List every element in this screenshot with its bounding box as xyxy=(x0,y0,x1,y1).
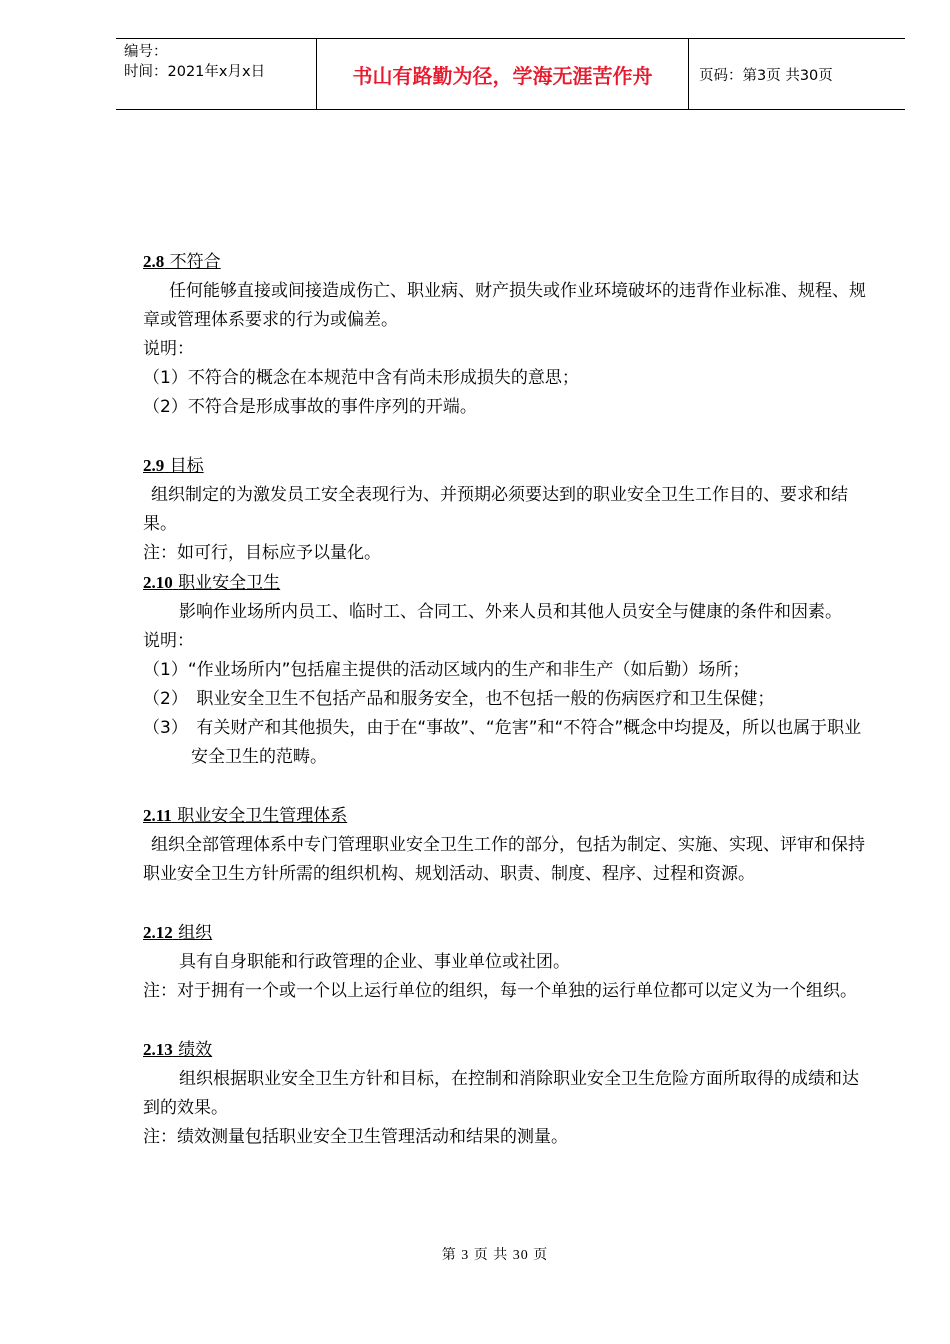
section-heading: 2.8 不符合 xyxy=(143,252,221,272)
section-definition: 组织全部管理体系中专门管理职业安全卫生工作的部分，包括为制定、实施、实现、评审和保持职业安全卫生方针所需的组织机构、规划活动、职责、制度、程序、过程和资源。 xyxy=(143,835,865,884)
serial-label: 编号： xyxy=(124,44,168,60)
section-heading: 2.11 职业安全卫生管理体系 xyxy=(143,806,348,826)
section-note: 注：绩效测量包括职业安全卫生管理活动和结果的测量。 xyxy=(143,1127,568,1147)
list-item: （2）不符合是形成事故的事件序列的开端。 xyxy=(143,397,477,417)
document-body xyxy=(143,247,873,1152)
list-item: （2） 职业安全卫生不包括产品和服务安全，也不包括一般的伤病医疗和卫生保健； xyxy=(143,689,775,709)
page-footer: 第 3 页 共 30 页 xyxy=(441,1248,549,1263)
header-meta xyxy=(116,39,316,109)
header-motto: 书山有路勤为径，学海无涯苦作舟 xyxy=(316,39,689,109)
list-item: （1）“作业场所内”包括雇主提供的活动区域内的生产和非生产（如后勤）场所； xyxy=(143,660,750,680)
section-definition: 任何能够直接或间接造成伤亡、职业病、财产损失或作业环境破坏的违背作业标准、规程、规章或管理体系要求的行为或偏差。 xyxy=(143,281,866,330)
time-label: 时间：2021年x月x日 xyxy=(124,64,266,80)
section-heading: 2.13 绩效 xyxy=(143,1040,213,1060)
section-definition: 影响作业场所内员工、临时工、合同工、外来人员和其他人员安全与健康的条件和因素。 xyxy=(179,602,842,622)
section-heading: 2.9 目标 xyxy=(143,456,204,476)
note-label: 说明： xyxy=(143,631,194,651)
list-item: （3） 有关财产和其他损失，由于在“事故”、“危害”和“不符合”概念中均提及，所以也属于职业安全卫生的范畴。 xyxy=(143,718,862,767)
section-definition: 组织制定的为激发员工安全表现行为、并预期必须要达到的职业安全卫生工作目的、要求和结果。 xyxy=(143,485,848,534)
page-header xyxy=(116,38,905,110)
section-definition: 组织根据职业安全卫生方针和目标，在控制和消除职业安全卫生危险方面所取得的成绩和达到的效果。 xyxy=(143,1069,859,1118)
section-definition: 具有自身职能和行政管理的企业、事业单位或社团。 xyxy=(179,952,570,972)
list-item: （1）不符合的概念在本规范中含有尚未形成损失的意思； xyxy=(143,368,579,388)
section-heading: 2.12 组织 xyxy=(143,923,213,943)
section-note: 注：如可行，目标应予以量化。 xyxy=(143,543,381,563)
section-heading: 2.10 职业安全卫生 xyxy=(143,573,281,593)
header-page-number: 页码：第3页 共30页 xyxy=(699,67,833,84)
section-note: 注：对于拥有一个或一个以上运行单位的组织，每一个单独的运行单位都可以定义为一个组织。 xyxy=(143,981,857,1001)
note-label: 说明： xyxy=(143,339,194,359)
